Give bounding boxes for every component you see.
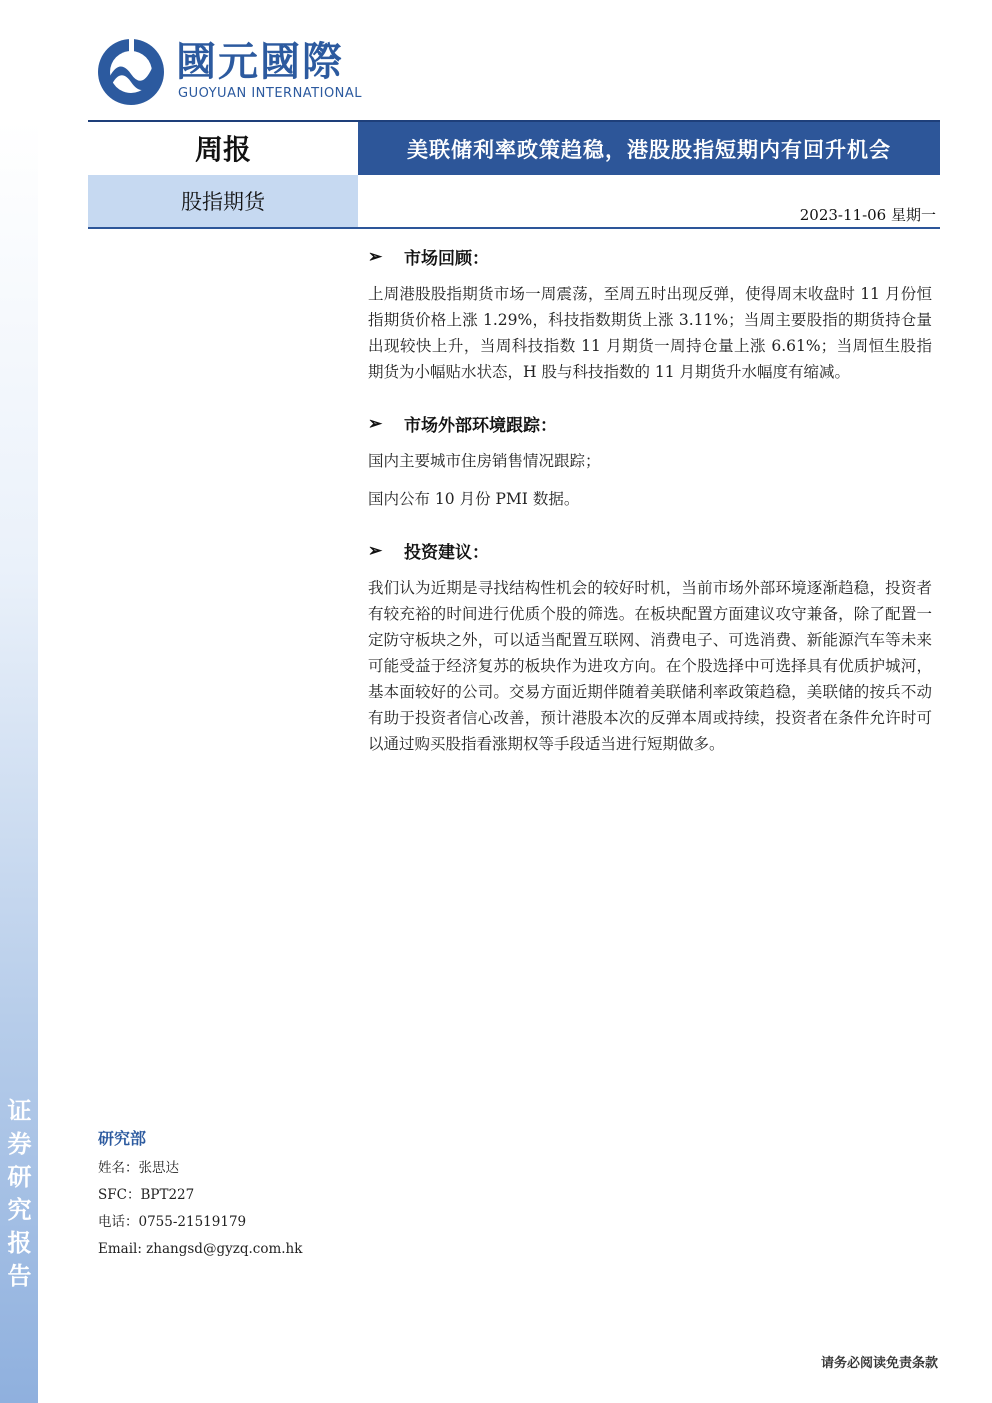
report-category: 股指期货 (88, 175, 358, 227)
section-title: 市场回顾： (404, 249, 489, 269)
section-paragraph: 国内公布 10 月份 PMI 数据。 (368, 490, 580, 508)
arrow-bullet-icon: ➢ (368, 246, 383, 267)
company-logo (96, 36, 366, 108)
section-paragraph: 国内主要城市住房销售情况跟踪； (368, 452, 601, 470)
section-heading-investment-advice (368, 538, 932, 563)
analyst-sfc: SFC：BPT227 (98, 1187, 195, 1203)
logo-chinese-name: 國元國際 (176, 39, 344, 85)
header-bottom-rule (88, 227, 940, 229)
disclaimer-note: 请务必阅读免责条款 (820, 1356, 938, 1371)
side-label: 证券研究报告 (3, 1098, 31, 1296)
report-date: 2023-11-06 星期一 (799, 206, 936, 224)
section-title: 市场外部环境跟踪： (404, 416, 557, 436)
section-paragraph: 我们认为近期是寻找结构性机会的较好时机，当前市场外部环境逐渐趋稳，投资者有较充裕的时间进行优质个股的筛选。在板块配置方面建议攻守兼备，除了配置一定防守板块之外，可以适当配置互联网、消费电子、可选消费、新能源汽车等未来可能受益于经济复苏的板块作为进攻方向。在个股选择中可选择具有优质护城河，基本面较好的公司。交易方面近期伴随着美联储利率政策趋稳，美联储的按兵不动有助于投资者信心改善，预计港股本次的反弹本周或持续，投资者在条件允许时可以通过购买股指看涨期权等手段适当进行短期做多。 (368, 579, 932, 753)
section-heading-external-environment (368, 411, 932, 436)
section-title: 投资建议： (404, 543, 489, 563)
analyst-name: 姓名：张思达 (98, 1160, 179, 1176)
logo-english-name: GUOYUAN INTERNATIONAL (178, 86, 363, 101)
analyst-contact (98, 1126, 358, 1263)
arrow-bullet-icon: ➢ (368, 540, 383, 561)
section-paragraph: 上周港股股指期货市场一周震荡，至周五时出现反弹，使得周末收盘时 11 月份恒指期货价格上涨 1.29%，科技指数期货上涨 3.11%；当周主要股指的期货持仓量出现较快上升，当周科技指数 11 月期货一周持仓量上涨 6.61%；当周恒生股指期货为小幅贴水状态，H 股与科技指数的 11 月期货升水幅度有缩减。 (368, 285, 932, 381)
analyst-email[interactable]: Email: zhangsd@gyzq.com.hk (98, 1241, 303, 1257)
report-title: 美联储利率政策趋稳，港股股指短期内有回升机会 (358, 122, 940, 175)
logo-mark-icon (96, 36, 168, 108)
arrow-bullet-icon: ➢ (368, 413, 383, 434)
section-heading-market-review (368, 244, 932, 269)
report-body (368, 238, 932, 769)
department-name: 研究部 (98, 1129, 147, 1148)
report-type: 周报 (88, 122, 358, 174)
analyst-phone: 电话：0755-21519179 (98, 1214, 247, 1230)
